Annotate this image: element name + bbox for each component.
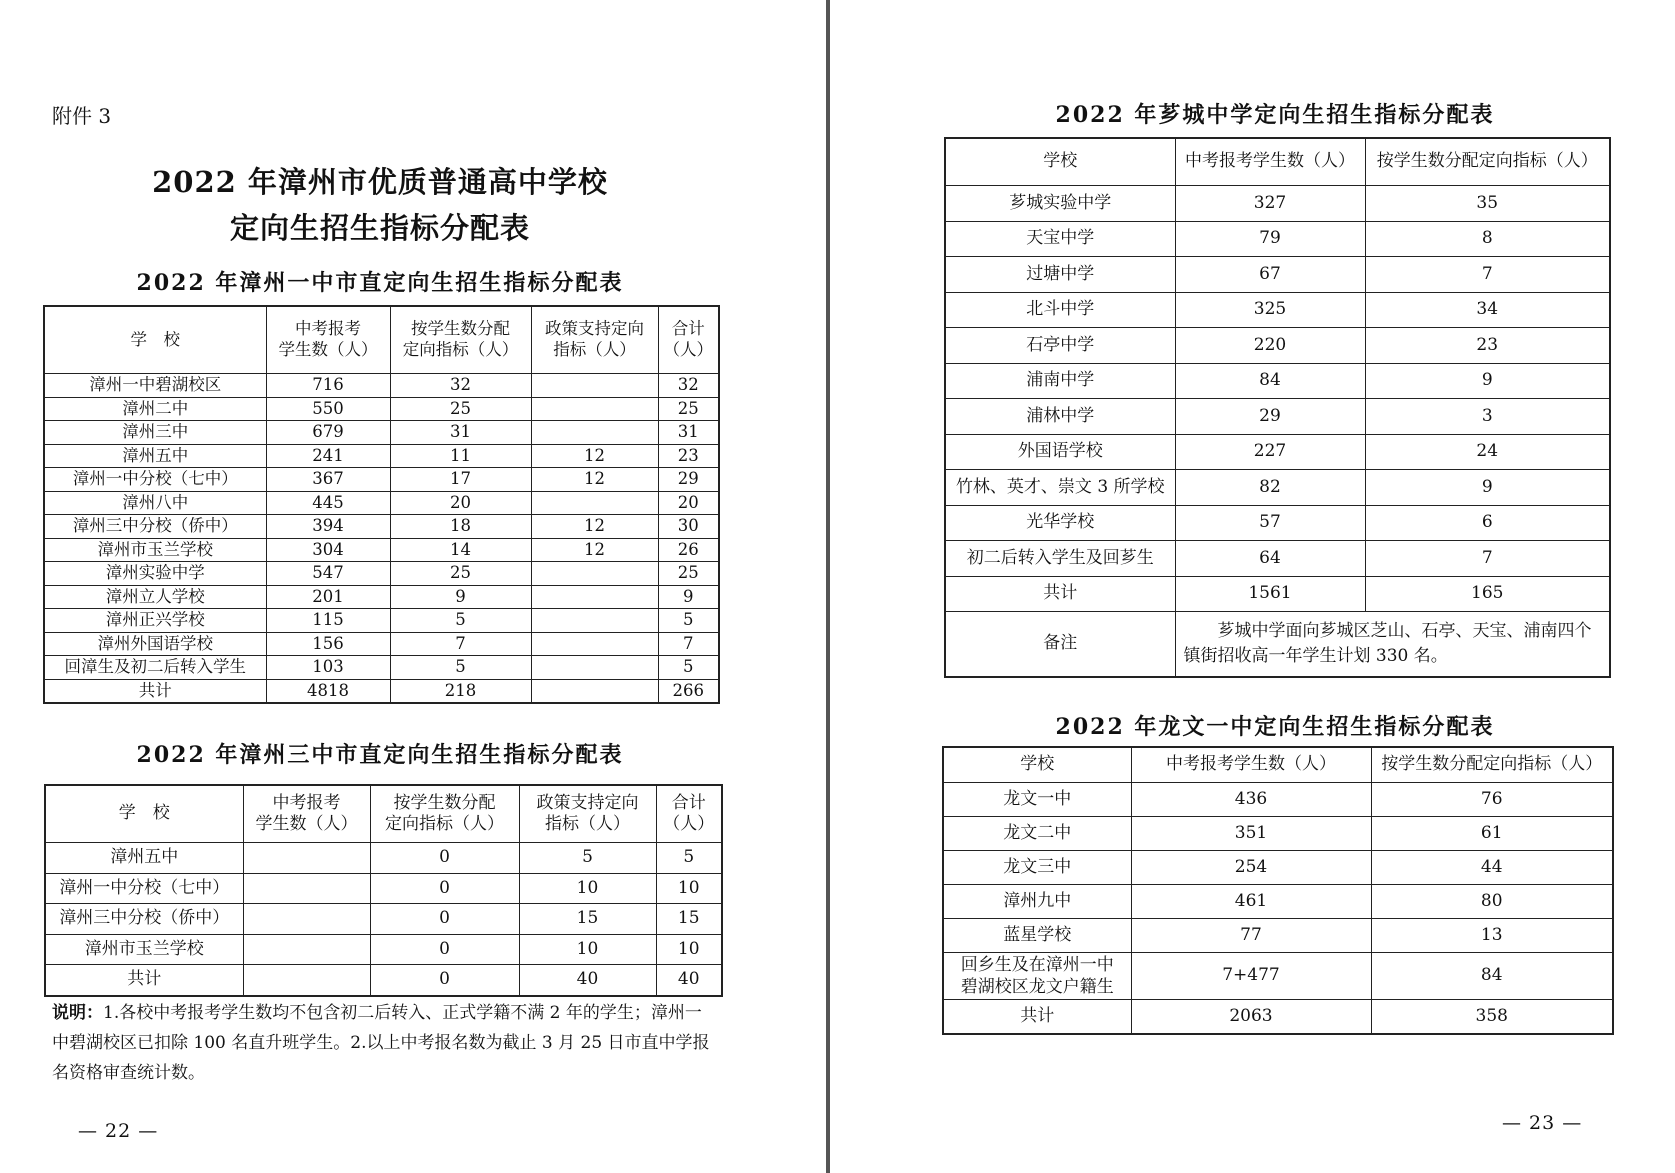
- left-page: [0, 0, 826, 1173]
- table1-cell: 17: [390, 468, 531, 492]
- table1-cell: 5: [390, 656, 531, 680]
- table3-row: [945, 363, 1610, 399]
- table2-cell: 0: [370, 934, 519, 965]
- table4-cell: 2063: [1131, 1000, 1371, 1035]
- table2-cell: 0: [370, 873, 519, 904]
- table4-title: 2022 年龙文一中定向生招生指标分配表: [1055, 714, 1495, 740]
- table1-title: 2022 年漳州一中市直定向生招生指标分配表: [136, 270, 624, 296]
- table1-cell: 共计: [44, 679, 266, 703]
- table1-cell: 25: [658, 562, 719, 586]
- table1-cell: 26: [658, 538, 719, 562]
- table3-row: [945, 257, 1610, 293]
- table1-cell: 32: [390, 374, 531, 398]
- table1-cell: 25: [390, 397, 531, 421]
- main-title-line-2: 定向生招生指标分配表: [229, 211, 530, 245]
- table3-row: [945, 221, 1610, 257]
- table3-cell: 29: [1175, 399, 1365, 435]
- table2-title: 2022 年漳州三中市直定向生招生指标分配表: [136, 742, 624, 768]
- table3-cell: 过塘中学: [945, 257, 1175, 293]
- table4-cell: 77: [1131, 919, 1371, 953]
- table4-cell: 漳州九中: [943, 885, 1131, 919]
- table1-header-cell: 中考报考 学生数（人）: [266, 306, 390, 374]
- table2-row: [45, 873, 722, 904]
- table3-cell: 82: [1175, 470, 1365, 506]
- table2-cell: 0: [370, 904, 519, 935]
- table1-row: [44, 538, 719, 562]
- table1-cell: 9: [658, 585, 719, 609]
- table1-cell: [531, 421, 658, 445]
- table3-header-cell: 学校: [945, 138, 1175, 186]
- table1-header-cell: 政策支持定向 指标（人）: [531, 306, 658, 374]
- table1-cell: 7: [390, 632, 531, 656]
- table4-header-cell: 中考报考学生数（人）: [1131, 747, 1371, 783]
- table1-cell: 25: [658, 397, 719, 421]
- table1-row: [44, 656, 719, 680]
- table3-cell: 79: [1175, 221, 1365, 257]
- table1-cell: [531, 585, 658, 609]
- page-number-right: — 23 —: [1502, 1112, 1583, 1134]
- table4-cell: 351: [1131, 817, 1371, 851]
- table2-row: [45, 965, 722, 996]
- table4-row: [943, 919, 1613, 953]
- table1-cell: 20: [390, 491, 531, 515]
- table4-row: [943, 851, 1613, 885]
- table2-cell: [243, 934, 370, 965]
- table1-cell: 12: [531, 538, 658, 562]
- table1-cell: 漳州一中碧湖校区: [44, 374, 266, 398]
- table4-row: [943, 783, 1613, 817]
- table3-row: [945, 186, 1610, 222]
- table1-cell: 5: [658, 609, 719, 633]
- table3-cell: 7: [1365, 257, 1610, 293]
- table3-cell: 6: [1365, 505, 1610, 541]
- attachment-label: 附件 3: [52, 104, 112, 128]
- page-number-left: — 22 —: [78, 1120, 159, 1142]
- table4-cell: 84: [1371, 953, 1613, 1000]
- table2-cell: 0: [370, 843, 519, 874]
- table1-cell: 23: [658, 444, 719, 468]
- table3-remark-row: [945, 612, 1610, 678]
- table2-cell: [243, 965, 370, 996]
- table1-row: [44, 468, 719, 492]
- table2-header-cell: 按学生数分配 定向指标（人）: [370, 785, 519, 843]
- table3-cell: 9: [1365, 470, 1610, 506]
- table4-cell: 龙文一中: [943, 783, 1131, 817]
- table1-row: [44, 397, 719, 421]
- table3-cell: 84: [1175, 363, 1365, 399]
- table1-cell: 32: [658, 374, 719, 398]
- table2-header-cell: 合计 （人）: [656, 785, 722, 843]
- table1-cell: 29: [658, 468, 719, 492]
- table3-cell: 9: [1365, 363, 1610, 399]
- table4-cell: 蓝星学校: [943, 919, 1131, 953]
- table3-cell: 石亭中学: [945, 328, 1175, 364]
- table1-cell: [531, 656, 658, 680]
- table3-row: [945, 399, 1610, 435]
- table2-header-cell: 中考报考 学生数（人）: [243, 785, 370, 843]
- table3-cell: 初二后转入学生及回芗生: [945, 541, 1175, 577]
- table3-cell: 8: [1365, 221, 1610, 257]
- table3-cell: 天宝中学: [945, 221, 1175, 257]
- table2-cell: [243, 873, 370, 904]
- table3-cell: 浦南中学: [945, 363, 1175, 399]
- table1-cell: [531, 374, 658, 398]
- table4-cell: 254: [1131, 851, 1371, 885]
- table1-cell: 7: [658, 632, 719, 656]
- table2-cell: 0: [370, 965, 519, 996]
- table1-cell: 5: [658, 656, 719, 680]
- table4-cell: 7+477: [1131, 953, 1371, 1000]
- table3-header-row: [945, 138, 1610, 186]
- table1-header-row: [44, 306, 719, 374]
- right-page: [830, 0, 1675, 1173]
- table2: [44, 784, 723, 997]
- table1-cell: 漳州正兴学校: [44, 609, 266, 633]
- table3-cell: 57: [1175, 505, 1365, 541]
- table2-cell: 15: [656, 904, 722, 935]
- table3-header-cell: 按学生数分配定向指标（人）: [1365, 138, 1610, 186]
- table4-row: [943, 953, 1613, 1000]
- table4-cell: 436: [1131, 783, 1371, 817]
- table2-cell: 10: [656, 934, 722, 965]
- table3-cell: 67: [1175, 257, 1365, 293]
- table1-cell: 716: [266, 374, 390, 398]
- table4-cell: 61: [1371, 817, 1613, 851]
- table3-cell: 165: [1365, 576, 1610, 612]
- table2-cell: [243, 843, 370, 874]
- table3-cell: 23: [1365, 328, 1610, 364]
- table1-header-cell: 学 校: [44, 306, 266, 374]
- table1-cell: 20: [658, 491, 719, 515]
- table3-cell: 220: [1175, 328, 1365, 364]
- table4-cell: 龙文三中: [943, 851, 1131, 885]
- table1-body: [44, 374, 719, 704]
- table1-cell: 445: [266, 491, 390, 515]
- table2-header-cell: 学 校: [45, 785, 243, 843]
- table1-cell: 漳州三中分校（侨中）: [44, 515, 266, 539]
- table1-row: [44, 421, 719, 445]
- remark-label: 备注: [945, 612, 1175, 678]
- table2-cell: 40: [656, 965, 722, 996]
- table1-cell: 14: [390, 538, 531, 562]
- table2-cell: 10: [656, 873, 722, 904]
- table3-cell: 1561: [1175, 576, 1365, 612]
- table1-cell: 218: [390, 679, 531, 703]
- table1-cell: 回漳生及初二后转入学生: [44, 656, 266, 680]
- table3-body: [945, 186, 1610, 678]
- table1-cell: 5: [390, 609, 531, 633]
- table3-cell: 35: [1365, 186, 1610, 222]
- table1-cell: 367: [266, 468, 390, 492]
- table1-header-cell: 合计 （人）: [658, 306, 719, 374]
- table2-cell: 漳州一中分校（七中）: [45, 873, 243, 904]
- table1-cell: [531, 632, 658, 656]
- table1-cell: 241: [266, 444, 390, 468]
- table3-row: [945, 434, 1610, 470]
- table1: [43, 305, 720, 704]
- table2-row: [45, 934, 722, 965]
- table1-cell: 156: [266, 632, 390, 656]
- table4-cell: 13: [1371, 919, 1613, 953]
- table1-cell: 漳州实验中学: [44, 562, 266, 586]
- explanation-note: [52, 998, 717, 1088]
- table3-cell: 共计: [945, 576, 1175, 612]
- table4-row: [943, 1000, 1613, 1035]
- table1-row: [44, 609, 719, 633]
- table3-row: [945, 541, 1610, 577]
- table1-cell: 115: [266, 609, 390, 633]
- table3-cell: 7: [1365, 541, 1610, 577]
- table1-cell: [531, 397, 658, 421]
- table1-cell: 304: [266, 538, 390, 562]
- table4-body: [943, 783, 1613, 1035]
- table1-cell: 漳州立人学校: [44, 585, 266, 609]
- table2-cell: [243, 904, 370, 935]
- table4-header-cell: 学校: [943, 747, 1131, 783]
- table2-cell: 15: [519, 904, 656, 935]
- table1-cell: 25: [390, 562, 531, 586]
- table4-cell: 461: [1131, 885, 1371, 919]
- table1-row: [44, 562, 719, 586]
- main-title-line-1: 2022 年漳州市优质普通高中学校: [152, 165, 608, 199]
- table1-row: [44, 444, 719, 468]
- table3-cell: 芗城实验中学: [945, 186, 1175, 222]
- table3-row: [945, 576, 1610, 612]
- table2-cell: 10: [519, 934, 656, 965]
- table1-row: [44, 491, 719, 515]
- table4-cell: 358: [1371, 1000, 1613, 1035]
- table3-row: [945, 505, 1610, 541]
- table4-cell: 龙文二中: [943, 817, 1131, 851]
- table2-row: [45, 843, 722, 874]
- table1-cell: [531, 679, 658, 703]
- table3-cell: 外国语学校: [945, 434, 1175, 470]
- table2-cell: 漳州三中分校（侨中）: [45, 904, 243, 935]
- note-label: 说明：: [52, 1003, 103, 1023]
- table4-cell: 回乡生及在漳州一中 碧湖校区龙文户籍生: [943, 953, 1131, 1000]
- remark-text: 芗城中学面向芗城区芝山、石亭、天宝、浦南四个镇街招收高一年学生计划 330 名。: [1175, 612, 1610, 678]
- table3-cell: 327: [1175, 186, 1365, 222]
- table1-cell: 550: [266, 397, 390, 421]
- table1-cell: 11: [390, 444, 531, 468]
- table1-cell: 漳州二中: [44, 397, 266, 421]
- table1-cell: 漳州八中: [44, 491, 266, 515]
- table1-cell: 4818: [266, 679, 390, 703]
- table1-row: [44, 679, 719, 703]
- table1-cell: 18: [390, 515, 531, 539]
- table1-cell: 9: [390, 585, 531, 609]
- table2-cell: 40: [519, 965, 656, 996]
- table1-cell: 12: [531, 515, 658, 539]
- table2-body: [45, 843, 722, 996]
- table2-cell: 5: [656, 843, 722, 874]
- table1-cell: 394: [266, 515, 390, 539]
- table3-cell: 3: [1365, 399, 1610, 435]
- table1-cell: 12: [531, 444, 658, 468]
- table4-header-cell: 按学生数分配定向指标（人）: [1371, 747, 1613, 783]
- table1-cell: [531, 562, 658, 586]
- table1-cell: 漳州外国语学校: [44, 632, 266, 656]
- table1-cell: 漳州一中分校（七中）: [44, 468, 266, 492]
- table1-cell: 679: [266, 421, 390, 445]
- table2-row: [45, 904, 722, 935]
- table4-cell: 44: [1371, 851, 1613, 885]
- table1-cell: [531, 491, 658, 515]
- table1-cell: 漳州五中: [44, 444, 266, 468]
- table1-cell: 201: [266, 585, 390, 609]
- table3-cell: 64: [1175, 541, 1365, 577]
- table4-row: [943, 885, 1613, 919]
- table3-cell: 浦林中学: [945, 399, 1175, 435]
- table1-header-cell: 按学生数分配 定向指标（人）: [390, 306, 531, 374]
- table1-cell: 漳州三中: [44, 421, 266, 445]
- table1-cell: [531, 609, 658, 633]
- table4-cell: 76: [1371, 783, 1613, 817]
- table1-row: [44, 585, 719, 609]
- table2-cell: 漳州市玉兰学校: [45, 934, 243, 965]
- table3-header-cell: 中考报考学生数（人）: [1175, 138, 1365, 186]
- table3-cell: 227: [1175, 434, 1365, 470]
- table3-cell: 34: [1365, 292, 1610, 328]
- table1-cell: 漳州市玉兰学校: [44, 538, 266, 562]
- table4-row: [943, 817, 1613, 851]
- table2-cell: 5: [519, 843, 656, 874]
- table3-cell: 光华学校: [945, 505, 1175, 541]
- table1-cell: 547: [266, 562, 390, 586]
- table1-cell: 103: [266, 656, 390, 680]
- table3-row: [945, 328, 1610, 364]
- table1-cell: 30: [658, 515, 719, 539]
- table3-cell: 北斗中学: [945, 292, 1175, 328]
- table1-row: [44, 374, 719, 398]
- table3-cell: 24: [1365, 434, 1610, 470]
- table3-title: 2022 年芗城中学定向生招生指标分配表: [1055, 102, 1495, 128]
- table3-cell: 竹林、英才、崇文 3 所学校: [945, 470, 1175, 506]
- table1-cell: 31: [658, 421, 719, 445]
- table3: [944, 137, 1611, 678]
- table1-cell: 12: [531, 468, 658, 492]
- table2-cell: 共计: [45, 965, 243, 996]
- table2-header-cell: 政策支持定向 指标（人）: [519, 785, 656, 843]
- table1-cell: 31: [390, 421, 531, 445]
- table2-cell: 10: [519, 873, 656, 904]
- table1-row: [44, 632, 719, 656]
- table3-cell: 325: [1175, 292, 1365, 328]
- table1-row: [44, 515, 719, 539]
- note-text: 1.各校中考报考学生数均不包含初二后转入、正式学籍不满 2 年的学生；漳州一中碧湖校区已扣除 100 名直升班学生。2.以上中考报名数为截止 3 月 25 日市直中学报名资格审查统计数。: [52, 1003, 710, 1083]
- table4: [942, 746, 1614, 1035]
- table3-row: [945, 470, 1610, 506]
- table1-cell: 266: [658, 679, 719, 703]
- table4-header-row: [943, 747, 1613, 783]
- table3-row: [945, 292, 1610, 328]
- table2-header-row: [45, 785, 722, 843]
- table4-cell: 共计: [943, 1000, 1131, 1035]
- table2-cell: 漳州五中: [45, 843, 243, 874]
- table4-cell: 80: [1371, 885, 1613, 919]
